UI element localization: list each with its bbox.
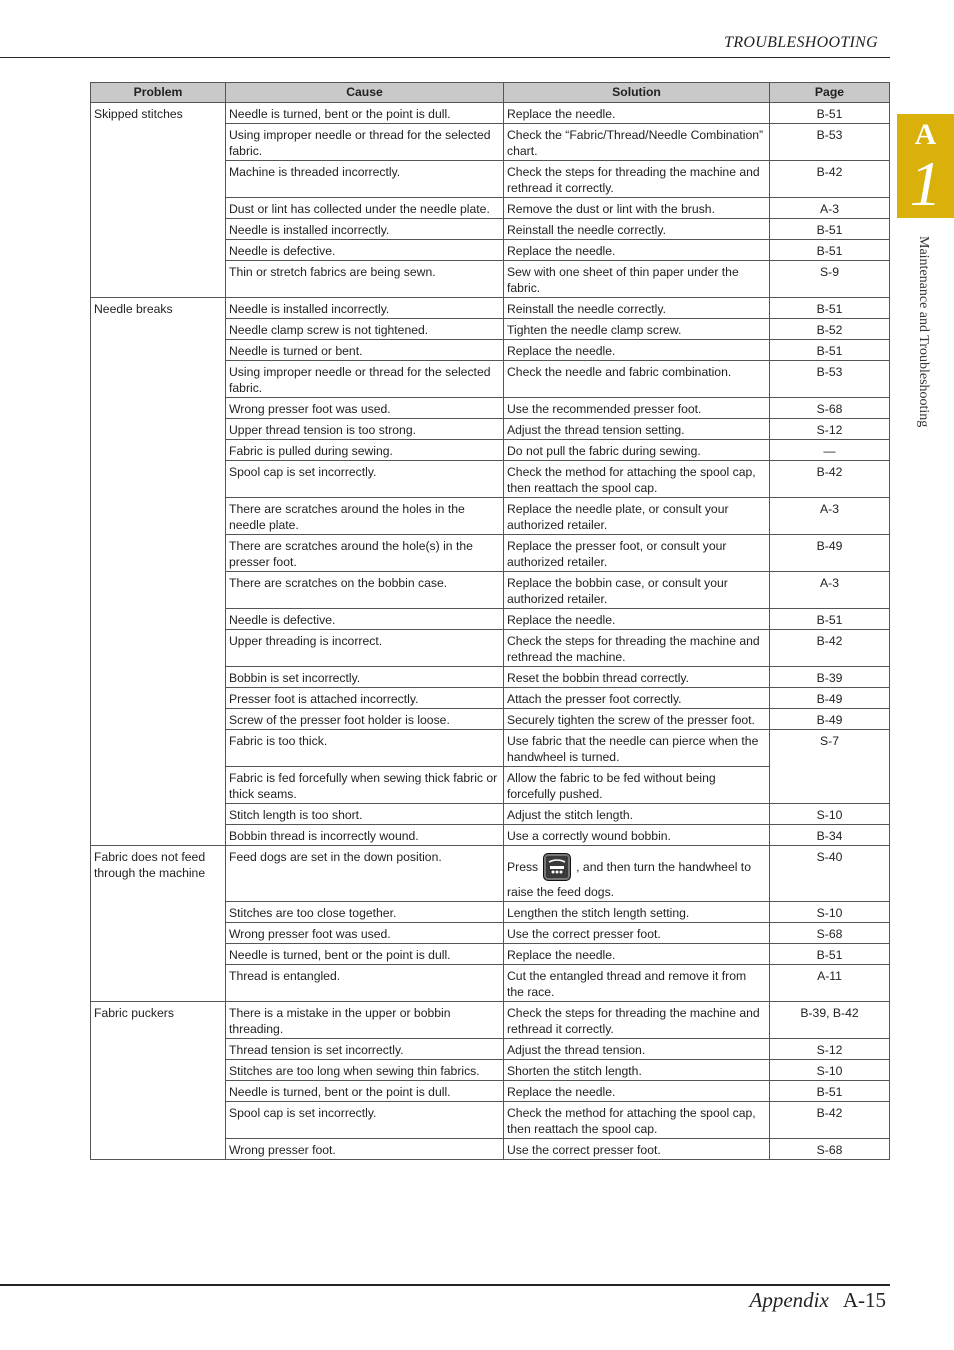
solution-cell: Check the steps for threading the machine and rethread the machine. bbox=[504, 630, 770, 667]
solution-cell: Replace the bobbin case, or consult your authorized retailer. bbox=[504, 572, 770, 609]
page-reference-cell: B-51 bbox=[770, 609, 890, 630]
solution-cell: Adjust the thread tension. bbox=[504, 1039, 770, 1060]
footer-section: Appendix bbox=[749, 1288, 829, 1312]
solution-raise-text: raise the feed dogs. bbox=[507, 885, 615, 899]
solution-cell: Use fabric that the needle can pierce when the handwheel is turned. bbox=[504, 730, 770, 767]
cause-cell: Spool cap is set incorrectly. bbox=[226, 1102, 504, 1139]
cause-cell: Fabric is pulled during sewing. bbox=[226, 440, 504, 461]
cause-cell: Wrong presser foot was used. bbox=[226, 923, 504, 944]
page-reference-cell: B-51 bbox=[770, 103, 890, 124]
cause-cell: Needle is installed incorrectly. bbox=[226, 219, 504, 240]
page-reference-cell: S-10 bbox=[770, 1060, 890, 1081]
feed-dog-key-icon[interactable] bbox=[543, 853, 571, 881]
page-reference-cell: B-42 bbox=[770, 630, 890, 667]
page-reference-cell: S-68 bbox=[770, 1139, 890, 1160]
cause-cell: Fabric is too thick. bbox=[226, 730, 504, 767]
problem-cell: Needle breaks bbox=[91, 298, 226, 846]
tab-letter: A bbox=[914, 118, 937, 151]
solution-cell: Remove the dust or lint with the brush. bbox=[504, 198, 770, 219]
solution-cell: Allow the fabric to be fed without being forcefully pushed. bbox=[504, 767, 770, 804]
cause-cell: Needle clamp screw is not tightened. bbox=[226, 319, 504, 340]
page-reference-cell: B-49 bbox=[770, 688, 890, 709]
solution-cell: Attach the presser foot correctly. bbox=[504, 688, 770, 709]
solution-cell: Check the needle and fabric combination. bbox=[504, 361, 770, 398]
page-reference-cell: B-34 bbox=[770, 825, 890, 846]
page-reference-cell: S-9 bbox=[770, 261, 890, 298]
page-reference-cell: S-68 bbox=[770, 923, 890, 944]
page-reference-cell: B-39, B-42 bbox=[770, 1002, 890, 1039]
solution-cell: Use the correct presser foot. bbox=[504, 1139, 770, 1160]
cause-cell: Thread tension is set incorrectly. bbox=[226, 1039, 504, 1060]
solution-cell: Replace the needle. bbox=[504, 240, 770, 261]
page-reference-cell: S-68 bbox=[770, 398, 890, 419]
page-reference-cell: A-3 bbox=[770, 572, 890, 609]
page-reference-cell: S-40 bbox=[770, 846, 890, 902]
column-header-solution: Solution bbox=[504, 83, 770, 103]
page-reference-cell: B-49 bbox=[770, 709, 890, 730]
page-reference-cell: B-42 bbox=[770, 161, 890, 198]
cause-cell: Needle is defective. bbox=[226, 609, 504, 630]
solution-cell: Use the correct presser foot. bbox=[504, 923, 770, 944]
page-reference-cell: S-7 bbox=[770, 730, 890, 804]
problem-cell: Fabric puckers bbox=[91, 1002, 226, 1160]
cause-cell: Machine is threaded incorrectly. bbox=[226, 161, 504, 198]
page-reference-cell: S-12 bbox=[770, 419, 890, 440]
solution-cell bbox=[504, 846, 770, 902]
cause-cell: Bobbin thread is incorrectly wound. bbox=[226, 825, 504, 846]
page-reference-cell: B-49 bbox=[770, 535, 890, 572]
problem-cell: Skipped stitches bbox=[91, 103, 226, 298]
solution-cell: Check the method for attaching the spool cap, then reattach the spool cap. bbox=[504, 1102, 770, 1139]
cause-cell: Wrong presser foot. bbox=[226, 1139, 504, 1160]
table-header-row bbox=[91, 83, 890, 103]
solution-cell: Cut the entangled thread and remove it from the race. bbox=[504, 965, 770, 1002]
table-row bbox=[91, 103, 890, 124]
solution-cell: Check the “Fabric/Thread/Needle Combination” chart. bbox=[504, 124, 770, 161]
solution-cell: Reinstall the needle correctly. bbox=[504, 219, 770, 240]
cause-cell: There is a mistake in the upper or bobbin threading. bbox=[226, 1002, 504, 1039]
table-row bbox=[91, 1002, 890, 1039]
cause-cell: Fabric is fed forcefully when sewing thick fabric or thick seams. bbox=[226, 767, 504, 804]
solution-cell: Tighten the needle clamp screw. bbox=[504, 319, 770, 340]
cause-cell: Thread is entangled. bbox=[226, 965, 504, 1002]
tab-number: 1 bbox=[909, 148, 942, 219]
cause-cell: Feed dogs are set in the down position. bbox=[226, 846, 504, 902]
cause-cell: Needle is turned or bent. bbox=[226, 340, 504, 361]
page-reference-cell: B-42 bbox=[770, 461, 890, 498]
problem-cell: Fabric does not feed through the machine bbox=[91, 846, 226, 1002]
cause-cell: Stitch length is too short. bbox=[226, 804, 504, 825]
cause-cell: Presser foot is attached incorrectly. bbox=[226, 688, 504, 709]
column-header-problem: Problem bbox=[91, 83, 226, 103]
solution-cell: Replace the needle. bbox=[504, 340, 770, 361]
solution-cell: Replace the needle. bbox=[504, 1081, 770, 1102]
page-reference-cell: S-10 bbox=[770, 902, 890, 923]
cause-cell: Using improper needle or thread for the selected fabric. bbox=[226, 361, 504, 398]
solution-cell: Reset the bobbin thread correctly. bbox=[504, 667, 770, 688]
cause-cell: There are scratches around the hole(s) in the presser foot. bbox=[226, 535, 504, 572]
cause-cell: Needle is installed incorrectly. bbox=[226, 298, 504, 319]
page-footer bbox=[750, 1288, 886, 1313]
cause-cell: Needle is turned, bent or the point is dull. bbox=[226, 103, 504, 124]
cause-cell: Spool cap is set incorrectly. bbox=[226, 461, 504, 498]
solution-cell: Check the steps for threading the machine and rethread it correctly. bbox=[504, 1002, 770, 1039]
cause-cell: Upper threading is incorrect. bbox=[226, 630, 504, 667]
table-row bbox=[91, 846, 890, 902]
footer-page-number: A-15 bbox=[842, 1288, 886, 1312]
solution-cell: Replace the needle. bbox=[504, 944, 770, 965]
page-reference-cell: B-51 bbox=[770, 240, 890, 261]
page-reference-cell: S-12 bbox=[770, 1039, 890, 1060]
solution-cell: Replace the needle. bbox=[504, 609, 770, 630]
column-header-cause: Cause bbox=[226, 83, 504, 103]
page-reference-cell: A-3 bbox=[770, 198, 890, 219]
solution-cell: Check the method for attaching the spool cap, then reattach the spool cap. bbox=[504, 461, 770, 498]
page-reference-cell: B-52 bbox=[770, 319, 890, 340]
cause-cell: Stitches are too long when sewing thin fabrics. bbox=[226, 1060, 504, 1081]
troubleshooting-table bbox=[90, 82, 890, 1160]
solution-cell: Use the recommended presser foot. bbox=[504, 398, 770, 419]
cause-cell: Dust or lint has collected under the needle plate. bbox=[226, 198, 504, 219]
solution-after-text: , and then turn the handwheel to bbox=[576, 860, 751, 874]
cause-cell: There are scratches around the holes in the needle plate. bbox=[226, 498, 504, 535]
solution-cell: Replace the presser foot, or consult your authorized retailer. bbox=[504, 535, 770, 572]
solution-cell: Shorten the stitch length. bbox=[504, 1060, 770, 1081]
solution-cell: Lengthen the stitch length setting. bbox=[504, 902, 770, 923]
page-reference-cell: B-51 bbox=[770, 298, 890, 319]
cause-cell: Needle is turned, bent or the point is dull. bbox=[226, 944, 504, 965]
page-reference-cell: — bbox=[770, 440, 890, 461]
page-reference-cell: B-51 bbox=[770, 1081, 890, 1102]
page-reference-cell: A-11 bbox=[770, 965, 890, 1002]
cause-cell: Screw of the presser foot holder is loose. bbox=[226, 709, 504, 730]
cause-cell: There are scratches on the bobbin case. bbox=[226, 572, 504, 609]
column-header-page: Page bbox=[770, 83, 890, 103]
cause-cell: Needle is turned, bent or the point is dull. bbox=[226, 1081, 504, 1102]
page-reference-cell: B-53 bbox=[770, 361, 890, 398]
solution-cell: Replace the needle. bbox=[504, 103, 770, 124]
solution-press-text: Press bbox=[507, 860, 539, 874]
cause-cell: Thin or stretch fabrics are being sewn. bbox=[226, 261, 504, 298]
cause-cell: Using improper needle or thread for the selected fabric. bbox=[226, 124, 504, 161]
cause-cell: Bobbin is set incorrectly. bbox=[226, 667, 504, 688]
cause-cell: Needle is defective. bbox=[226, 240, 504, 261]
solution-cell: Use a correctly wound bobbin. bbox=[504, 825, 770, 846]
page-reference-cell: B-51 bbox=[770, 944, 890, 965]
solution-cell: Reinstall the needle correctly. bbox=[504, 298, 770, 319]
cause-cell: Stitches are too close together. bbox=[226, 902, 504, 923]
table-row bbox=[91, 298, 890, 319]
solution-cell: Adjust the thread tension setting. bbox=[504, 419, 770, 440]
page-reference-cell: S-10 bbox=[770, 804, 890, 825]
table-body bbox=[91, 103, 890, 1160]
cause-cell: Wrong presser foot was used. bbox=[226, 398, 504, 419]
solution-cell: Check the steps for threading the machine and rethread it correctly. bbox=[504, 161, 770, 198]
bottom-rule bbox=[0, 1284, 890, 1286]
chapter-side-label: Maintenance and Troubleshooting bbox=[916, 236, 931, 428]
chapter-tab[interactable] bbox=[897, 114, 954, 218]
page-reference-cell: B-42 bbox=[770, 1102, 890, 1139]
running-head: TROUBLESHOOTING bbox=[724, 34, 878, 51]
solution-cell: Adjust the stitch length. bbox=[504, 804, 770, 825]
top-rule bbox=[0, 57, 890, 58]
solution-cell: Do not pull the fabric during sewing. bbox=[504, 440, 770, 461]
page-reference-cell: B-51 bbox=[770, 340, 890, 361]
cause-cell: Upper thread tension is too strong. bbox=[226, 419, 504, 440]
solution-cell: Sew with one sheet of thin paper under the fabric. bbox=[504, 261, 770, 298]
page-reference-cell: A-3 bbox=[770, 498, 890, 535]
solution-cell: Replace the needle plate, or consult your authorized retailer. bbox=[504, 498, 770, 535]
solution-cell: Securely tighten the screw of the presser foot. bbox=[504, 709, 770, 730]
page-reference-cell: B-51 bbox=[770, 219, 890, 240]
page-reference-cell: B-53 bbox=[770, 124, 890, 161]
page-reference-cell: B-39 bbox=[770, 667, 890, 688]
